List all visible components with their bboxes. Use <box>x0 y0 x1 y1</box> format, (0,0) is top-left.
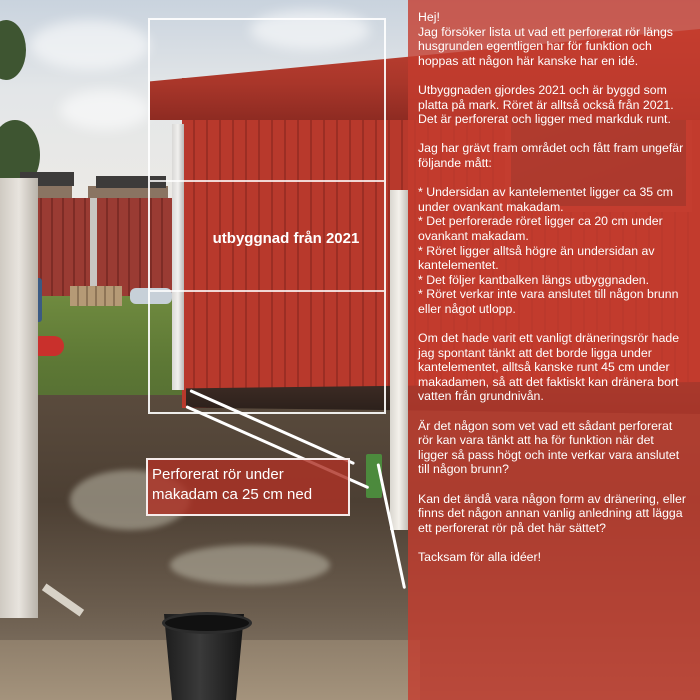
intro: Jag försöker lista ut vad ett perforerat rör längs husgrunden egentligen har för funktion och hoppas att någon här kanske har en idé. <box>418 24 673 68</box>
question-paragraph: Är det någon som vet vad ett sådant perforerat rör kan vara tänkt att ha för funktion när det ligger så pass högt och inte verkar vara anslutet till någon brunn? <box>418 418 680 477</box>
pallet <box>70 286 122 306</box>
fence-post <box>90 198 97 294</box>
greeting: Hej! <box>418 10 440 24</box>
thanks: Tacksam för alla idéer! <box>418 549 542 564</box>
measurements-list <box>418 185 686 316</box>
list-item: * Det perforerade röret ligger ca 20 cm under ovankant makadam. <box>418 214 663 243</box>
concrete-post <box>0 178 38 618</box>
extension-label: utbyggnad från 2021 <box>212 230 360 247</box>
list-item: * Det följer kantbalken längs utbyggnaden. <box>418 272 650 287</box>
concrete-post <box>390 190 408 530</box>
greeting-intro <box>418 10 686 68</box>
list-item: * Röret ligger alltså högre än undersidan av kantelementet. <box>418 243 655 273</box>
question-paragraph: Kan det ändå vara någon form av dränering, eller finns det någon annan vanlig anledning att lägga ett perforerat rör på det här sättet? <box>418 491 686 535</box>
extension-outline <box>148 18 386 414</box>
expectation-paragraph: Om det hade varit ett vanligt dräneringsrör hade jag spontant tänkt att det borde ligga under kantelementet, alltså kanske runt 45 cm under makadamen, så att det faktiskt kan dränera bort vatten från grundnivån. <box>418 331 680 404</box>
list-item: * Röret verkar inte vara anslutet till någon brunn eller något utlopp. <box>418 287 679 316</box>
cloud <box>60 90 150 130</box>
outline-divider <box>150 290 384 292</box>
post-text-panel <box>408 0 700 700</box>
puddle <box>170 545 330 585</box>
outline-divider <box>150 180 384 182</box>
bucket-rim <box>162 612 252 634</box>
list-item: * Undersidan av kantelementet ligger ca 35 cm under ovankant makadam. <box>418 185 673 214</box>
background-paragraph: Utbyggnaden gjordes 2021 och är byggd som platta på mark. Röret är alltså också från 2021. Det är perforerat och ligger med markduk runt. <box>418 82 674 127</box>
cloud <box>30 20 150 70</box>
pipe-label: Perforerat rör under makadam ca 25 cm ned <box>146 458 350 516</box>
measurements-intro: Jag har grävt fram området och fått fram ungefär följande mått: <box>418 141 684 170</box>
